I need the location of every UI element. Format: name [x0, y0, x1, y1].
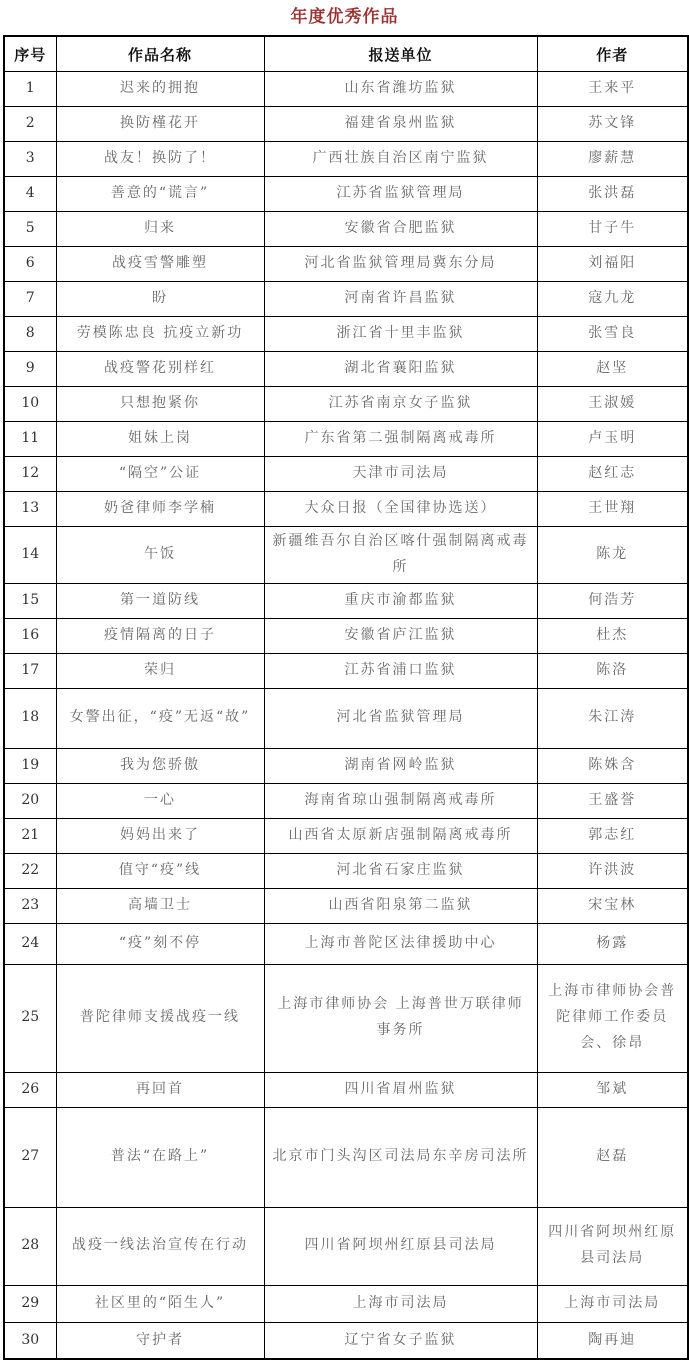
table-row	[4, 964, 688, 1072]
cell-author: 郭志红	[537, 818, 688, 853]
cell-author: 陈洛	[537, 653, 688, 688]
cell-title: 普法“在路上”	[56, 1107, 264, 1207]
cell-org: 江苏省南京女子监狱	[264, 387, 537, 422]
table-row	[4, 688, 688, 748]
table-row	[4, 748, 688, 783]
cell-author: 王来平	[537, 72, 688, 107]
cell-no: 8	[4, 317, 56, 352]
table-row	[4, 177, 688, 212]
cell-author: 陈姝含	[537, 748, 688, 783]
table-row	[4, 653, 688, 688]
cell-no: 22	[4, 853, 56, 888]
cell-author: 王淑媛	[537, 387, 688, 422]
cell-org: 江苏省浦口监狱	[264, 653, 537, 688]
cell-org: 上海市普陀区法律援助中心	[264, 923, 537, 964]
cell-org: 辽宁省女子监狱	[264, 1322, 537, 1359]
cell-author: 卢玉明	[537, 422, 688, 457]
cell-title: 第一道防线	[56, 583, 264, 618]
header-cell-org: 报送单位	[264, 36, 537, 72]
cell-title: 只想抱紧你	[56, 387, 264, 422]
cell-author: 张洪磊	[537, 177, 688, 212]
cell-author: 王世翔	[537, 492, 688, 527]
cell-no: 24	[4, 923, 56, 964]
cell-no: 29	[4, 1285, 56, 1322]
cell-author: 赵坚	[537, 352, 688, 387]
cell-no: 13	[4, 492, 56, 527]
table-header-row	[4, 36, 688, 72]
cell-author: 四川省阿坝州红原县司法局	[537, 1207, 688, 1285]
cell-org: 山西省太原新店强制隔离戒毒所	[264, 818, 537, 853]
cell-org: 重庆市渝都监狱	[264, 583, 537, 618]
table-row	[4, 387, 688, 422]
cell-author: 上海市律师协会普陀律师工作委员会、徐昂	[537, 964, 688, 1072]
cell-author: 赵红志	[537, 457, 688, 492]
cell-no: 6	[4, 247, 56, 282]
cell-author: 寇九龙	[537, 282, 688, 317]
cell-org: 广西壮族自治区南宁监狱	[264, 142, 537, 177]
cell-org: 河北省监狱管理局冀东分局	[264, 247, 537, 282]
cell-org: 山西省阳泉第二监狱	[264, 888, 537, 923]
cell-no: 7	[4, 282, 56, 317]
cell-author: 张雪良	[537, 317, 688, 352]
cell-title: 午饭	[56, 527, 264, 584]
cell-no: 26	[4, 1072, 56, 1107]
cell-author: 陶再迪	[537, 1322, 688, 1359]
cell-org: 河南省许昌监狱	[264, 282, 537, 317]
cell-title: 高墙卫士	[56, 888, 264, 923]
cell-no: 20	[4, 783, 56, 818]
cell-org: 安徽省庐江监狱	[264, 618, 537, 653]
cell-org: 北京市门头沟区司法局东辛房司法所	[264, 1107, 537, 1207]
table-row	[4, 492, 688, 527]
cell-author: 王盛誉	[537, 783, 688, 818]
cell-title: 值守“疫”线	[56, 853, 264, 888]
table-row	[4, 247, 688, 282]
cell-no: 1	[4, 72, 56, 107]
table-row	[4, 212, 688, 247]
cell-author: 何浩芳	[537, 583, 688, 618]
cell-title: 荣归	[56, 653, 264, 688]
table-row	[4, 783, 688, 818]
table-row	[4, 142, 688, 177]
cell-no: 18	[4, 688, 56, 748]
cell-org: 湖南省网岭监狱	[264, 748, 537, 783]
cell-author: 杨露	[537, 923, 688, 964]
cell-no: 5	[4, 212, 56, 247]
cell-no: 11	[4, 422, 56, 457]
cell-no: 23	[4, 888, 56, 923]
cell-author: 杜杰	[537, 618, 688, 653]
table-row	[4, 422, 688, 457]
cell-title: 我为您骄傲	[56, 748, 264, 783]
cell-author: 陈龙	[537, 527, 688, 584]
cell-org: 浙江省十里丰监狱	[264, 317, 537, 352]
cell-org: 四川省眉州监狱	[264, 1072, 537, 1107]
cell-org: 大众日报（全国律协选送）	[264, 492, 537, 527]
cell-title: 疫情隔离的日子	[56, 618, 264, 653]
cell-title: “隔空”公证	[56, 457, 264, 492]
header-cell-no: 序号	[4, 36, 56, 72]
header-cell-author: 作者	[537, 36, 688, 72]
cell-title: 善意的“谎言”	[56, 177, 264, 212]
page-title: 年度优秀作品	[290, 7, 399, 26]
cell-title: 女警出征，“疫”无返“故”	[56, 688, 264, 748]
table-row	[4, 1322, 688, 1359]
cell-title: 战友！换防了！	[56, 142, 264, 177]
table-row	[4, 107, 688, 142]
cell-org: 湖北省襄阳监狱	[264, 352, 537, 387]
cell-title: 社区里的“陌生人”	[56, 1285, 264, 1322]
cell-author: 宋宝林	[537, 888, 688, 923]
cell-title: 普陀律师支援战疫一线	[56, 964, 264, 1072]
cell-no: 16	[4, 618, 56, 653]
cell-author: 朱江涛	[537, 688, 688, 748]
cell-title: 迟来的拥抱	[56, 72, 264, 107]
table-row	[4, 853, 688, 888]
cell-no: 21	[4, 818, 56, 853]
table-row	[4, 1107, 688, 1207]
cell-no: 19	[4, 748, 56, 783]
cell-no: 4	[4, 177, 56, 212]
cell-org: 安徽省合肥监狱	[264, 212, 537, 247]
cell-no: 9	[4, 352, 56, 387]
cell-org: 新疆维吾尔自治区喀什强制隔离戒毒所	[264, 527, 537, 584]
cell-org: 江苏省监狱管理局	[264, 177, 537, 212]
cell-no: 17	[4, 653, 56, 688]
cell-no: 3	[4, 142, 56, 177]
cell-title: 姐妹上岗	[56, 422, 264, 457]
cell-title: 奶爸律师李学楠	[56, 492, 264, 527]
cell-org: 福建省泉州监狱	[264, 107, 537, 142]
cell-author: 上海市司法局	[537, 1285, 688, 1322]
cell-org: 河北省监狱管理局	[264, 688, 537, 748]
cell-org: 河北省石家庄监狱	[264, 853, 537, 888]
cell-title: “疫”刻不停	[56, 923, 264, 964]
works-table	[3, 35, 689, 1360]
table-row	[4, 457, 688, 492]
cell-org: 广东省第二强制隔离戒毒所	[264, 422, 537, 457]
cell-author: 苏文锋	[537, 107, 688, 142]
cell-title: 换防槿花开	[56, 107, 264, 142]
cell-org: 上海市律师协会 上海普世万联律师事务所	[264, 964, 537, 1072]
cell-title: 妈妈出来了	[56, 818, 264, 853]
cell-no: 25	[4, 964, 56, 1072]
table-row	[4, 1285, 688, 1322]
cell-no: 30	[4, 1322, 56, 1359]
cell-title: 再回首	[56, 1072, 264, 1107]
table-row	[4, 282, 688, 317]
table-body	[4, 72, 688, 1360]
cell-org: 上海市司法局	[264, 1285, 537, 1322]
cell-author: 廖薪慧	[537, 142, 688, 177]
cell-author: 邹斌	[537, 1072, 688, 1107]
cell-org: 四川省阿坝州红原县司法局	[264, 1207, 537, 1285]
table-row	[4, 352, 688, 387]
cell-author: 赵磊	[537, 1107, 688, 1207]
table-row	[4, 618, 688, 653]
cell-org: 天津市司法局	[264, 457, 537, 492]
cell-title: 战疫雪警雕塑	[56, 247, 264, 282]
cell-title: 守护者	[56, 1322, 264, 1359]
cell-org: 海南省琼山强制隔离戒毒所	[264, 783, 537, 818]
table-row	[4, 527, 688, 584]
table-row	[4, 1072, 688, 1107]
header-cell-title: 作品名称	[56, 36, 264, 72]
cell-no: 14	[4, 527, 56, 584]
table-row	[4, 1207, 688, 1285]
cell-no: 15	[4, 583, 56, 618]
cell-title: 战疫一线法治宣传在行动	[56, 1207, 264, 1285]
cell-no: 12	[4, 457, 56, 492]
cell-no: 10	[4, 387, 56, 422]
table-row	[4, 818, 688, 853]
cell-author: 甘子牛	[537, 212, 688, 247]
table-row	[4, 317, 688, 352]
cell-title: 劳模陈忠良 抗疫立新功	[56, 317, 264, 352]
table-row	[4, 888, 688, 923]
table-row	[4, 72, 688, 107]
cell-title: 归来	[56, 212, 264, 247]
cell-author: 许洪波	[537, 853, 688, 888]
cell-no: 2	[4, 107, 56, 142]
cell-no: 28	[4, 1207, 56, 1285]
cell-org: 山东省潍坊监狱	[264, 72, 537, 107]
table-row	[4, 583, 688, 618]
cell-no: 27	[4, 1107, 56, 1207]
cell-title: 一心	[56, 783, 264, 818]
table-row	[4, 923, 688, 964]
cell-author: 刘福阳	[537, 247, 688, 282]
cell-title: 盼	[56, 282, 264, 317]
cell-title: 战疫警花别样红	[56, 352, 264, 387]
